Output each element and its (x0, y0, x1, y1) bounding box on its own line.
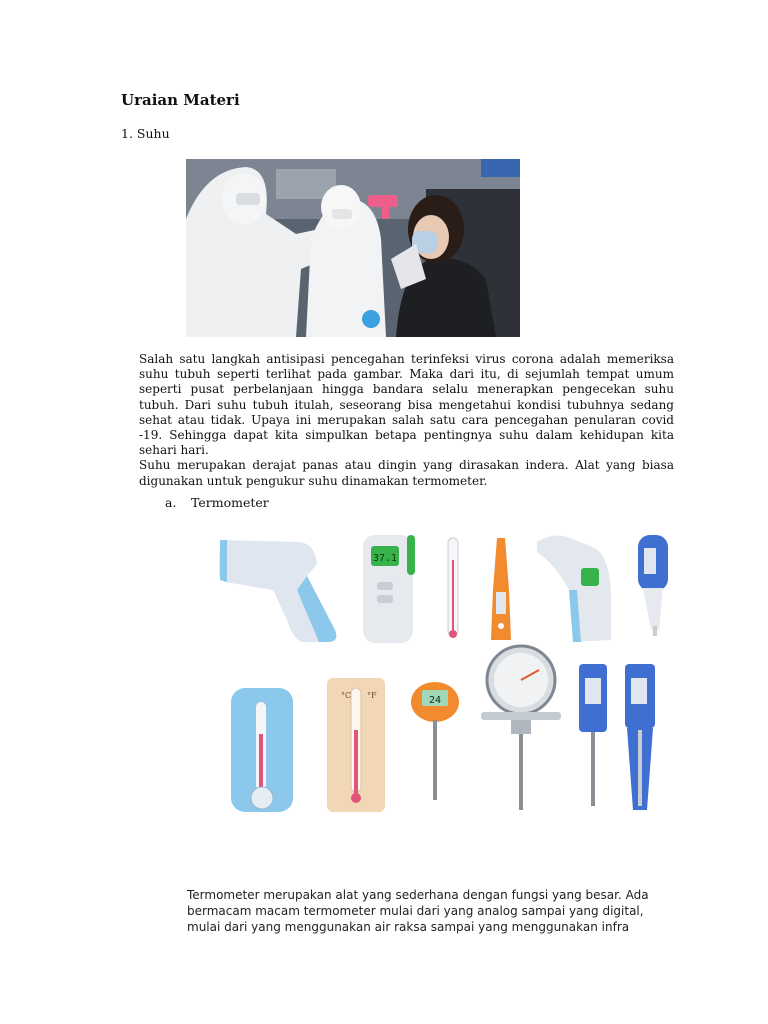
wooden-thermometer-icon (327, 678, 385, 812)
list-number: 1. (121, 126, 133, 141)
dial-thermometer-icon (481, 646, 561, 810)
list-label: Suhu (136, 126, 170, 141)
paragraph-text: Suhu merupakan derajat panas atau dingin yang dirasakan indera. Alat yang biasa digunakan untuk pengukur suhu dinamakan termometer. (139, 458, 674, 488)
pen-thermometer-icon (625, 664, 655, 810)
sub-list-label: Termometer (190, 495, 269, 510)
paragraph-text: Salah satu langkah antisipasi pencegahan terinfeksi virus corona adalah memeriksa suhu tubuh seperti terlihat pada gambar. Maka dari itu, di sejumlah tempat umum seperti pusat perbelanjaan hingga bandara selalu menerapkan pengecekan suhu tubuh. Dari suhu tubuh itulah, seseorang bisa mengetahui kondisi tubuhnya sedang sehat atau tidak. Upaya ini merupakan salah satu cara pencegahan penularan covid -19. Sehingga dapat kita simpulkan betapa pentingnya suhu dalam kehidupan kita sehari hari. (139, 352, 674, 458)
sub-list-letter: a. (165, 495, 177, 510)
section-heading: Uraian Materi (121, 91, 240, 109)
ear-thermometer-icon (537, 535, 611, 642)
digital-body-thermometer-icon (363, 535, 415, 643)
thermometer-collection-illustration (215, 530, 675, 820)
temperature-screening-photo (186, 159, 520, 337)
celsius-label: °C (341, 691, 352, 700)
infrared-gun-thermometer-icon (219, 540, 336, 642)
probe-digital-readout: 24 (428, 695, 442, 706)
orange-probe-thermometer-icon (411, 682, 459, 800)
wall-thermometer-icon (231, 688, 293, 812)
wall-digital-readout: 37.1 (372, 553, 398, 564)
orange-digital-thermometer-icon (491, 538, 511, 640)
closing-line: Termometer merupakan alat yang sederhana dengan fungsi yang besar. Ada (187, 888, 649, 902)
closing-line: bermacam macam termometer mulai dari yang analog sampai yang digital, (187, 904, 644, 918)
stick-digital-thermometer-icon (638, 535, 668, 636)
closing-paragraph (187, 887, 667, 935)
closing-line: mulai dari yang menggunakan air raksa sampai yang menggunakan infra (187, 920, 630, 934)
fahrenheit-label: °F (367, 691, 377, 700)
sub-list-item-termometer (165, 495, 269, 510)
list-item-suhu (121, 126, 170, 141)
blue-probe-thermometer-icon (579, 664, 607, 806)
glass-thermometer-icon (448, 538, 458, 638)
intro-paragraph (139, 352, 674, 489)
